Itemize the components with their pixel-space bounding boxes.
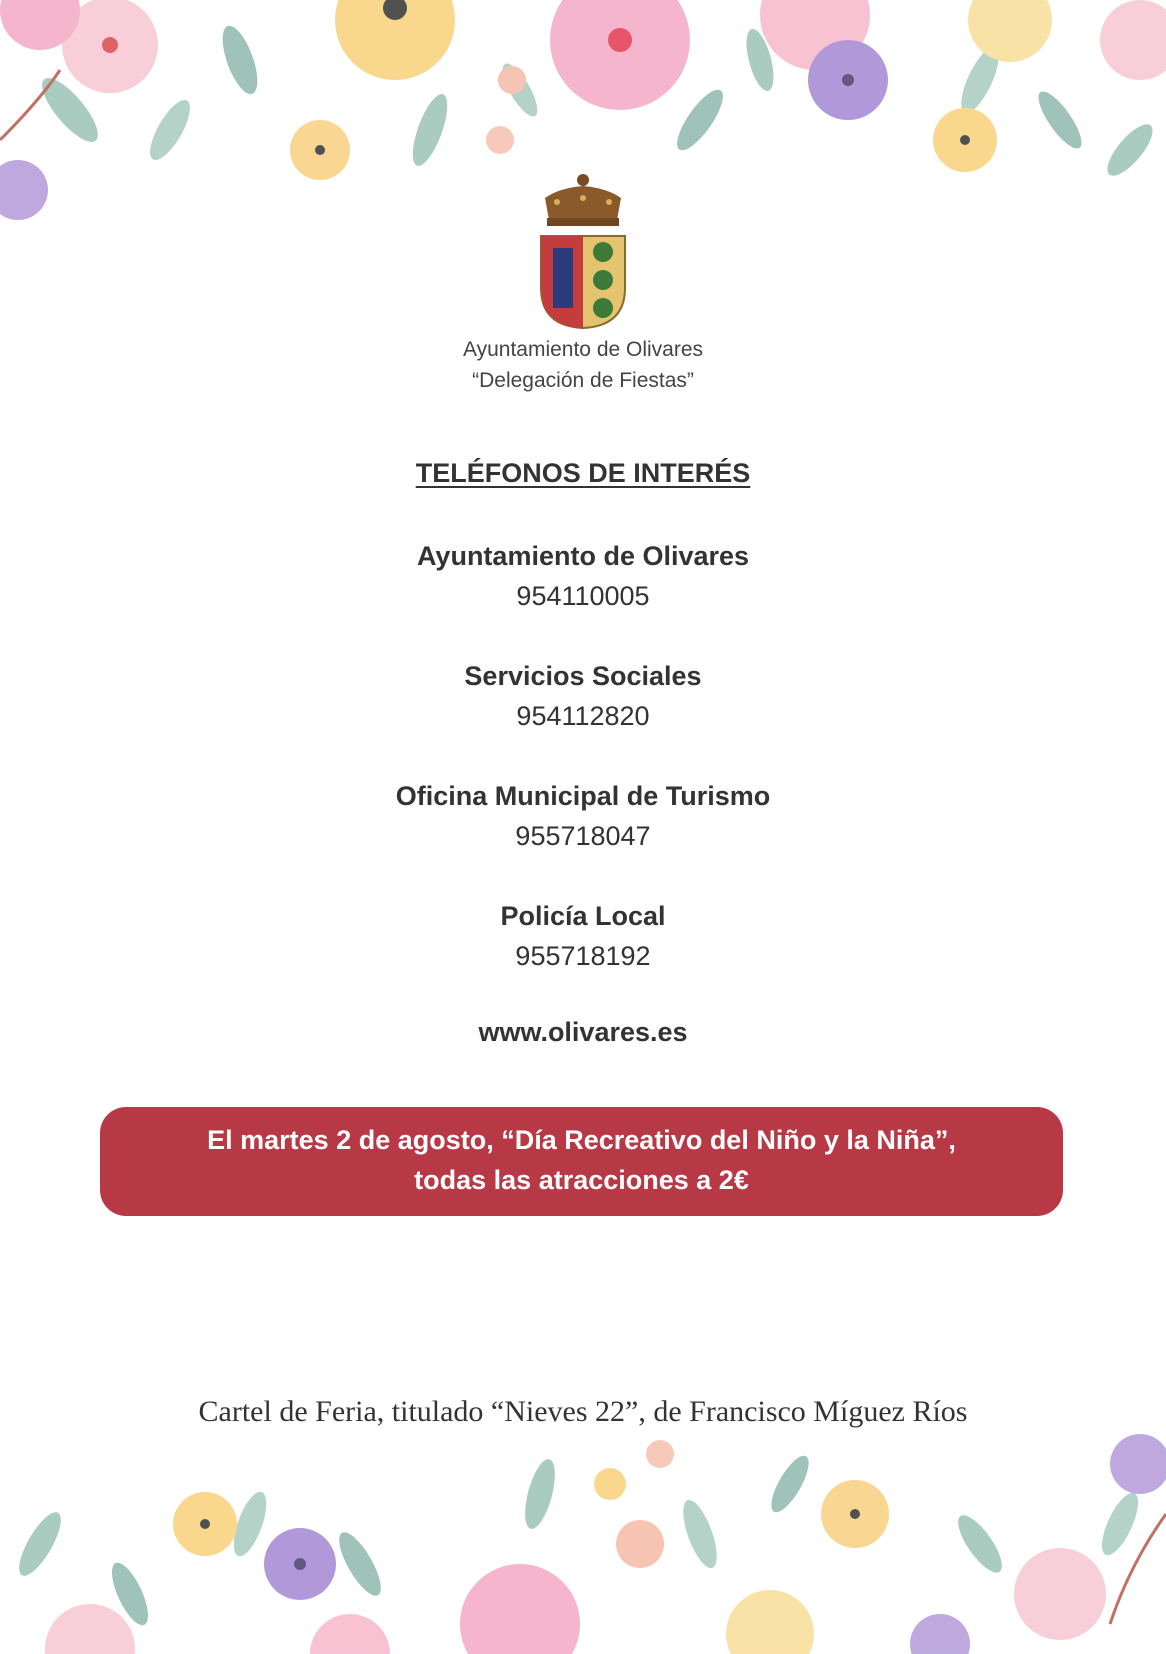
contact-name: Servicios Sociales [464,661,702,691]
contact-phone: 955718192 [515,941,651,971]
banner-line-2: todas las atracciones a 2€ [414,1165,749,1195]
promo-banner [100,1107,1063,1216]
coat-of-arms-icon [537,168,629,330]
contact-name: Oficina Municipal de Turismo [395,781,771,811]
contact-list [0,536,1166,1016]
contact-item [0,656,1166,776]
contact-item [0,536,1166,656]
organization-header [0,334,1166,396]
floral-border-bottom [0,1424,1166,1654]
section-title: TELÉFONOS DE INTERÉS [415,458,751,488]
contact-phone: 954110005 [516,581,650,611]
website-link[interactable]: www.olivares.es [478,1017,688,1047]
contact-item [0,776,1166,896]
poster-credit: Cartel de Feria, titulado “Nieves 22”, de Francisco Míguez Ríos [198,1395,968,1428]
contact-name: Ayuntamiento de Olivares [416,541,750,571]
department-name: “Delegación de Fiestas” [472,369,694,392]
contact-phone: 954112820 [516,701,650,731]
contact-item [0,896,1166,1016]
contact-phone: 955718047 [515,821,651,851]
contact-name: Policía Local [500,901,666,931]
banner-line-1: El martes 2 de agosto, “Día Recreativo del Niño y la Niña”, [207,1125,956,1155]
organization-name: Ayuntamiento de Olivares [462,338,704,361]
